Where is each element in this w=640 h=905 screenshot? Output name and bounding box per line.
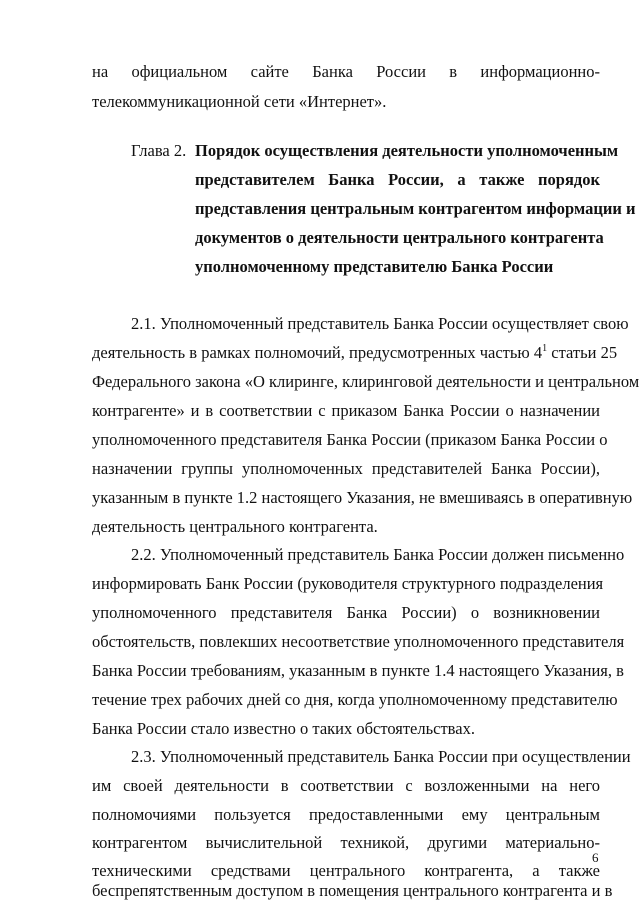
section-2-2-line-4: обстоятельств, повлекших несоответствие уполномоченного представителя bbox=[92, 632, 625, 651]
section-2-1-line-2-before: деятельность в рамках полномочий, предусмотренных частью 4 bbox=[92, 343, 543, 362]
section-2-3-line-1: 2.3. Уполномоченный представитель Банка России при осуществлении bbox=[131, 747, 631, 766]
chapter-prefix: Глава 2. bbox=[131, 141, 187, 160]
intro-line-1: на официальном сайте Банка России в информационно- bbox=[92, 62, 600, 81]
section-2-1-superscript: 1 bbox=[542, 343, 548, 354]
section-2-3-line-4: контрагентом вычислительной техникой, другими материально- bbox=[92, 833, 600, 852]
section-2-1-line-2 bbox=[92, 339, 618, 367]
section-2-3-line-5: техническими средствами центрального контрагента, а также bbox=[92, 861, 600, 880]
section-2-1-line-4: контрагенте» и в соответствии с приказом Банка России о назначении bbox=[92, 401, 600, 420]
section-2-2-line-5: Банка России требованиям, указанным в пункте 1.4 настоящего Указания, в bbox=[92, 661, 624, 680]
section-2-3-line-6: беспрепятственным доступом в помещения центрального контрагента и в bbox=[92, 881, 613, 900]
section-2-3-line-3: полномочиями пользуется предоставленными ему центральным bbox=[92, 805, 600, 824]
section-2-1-line-1: 2.1. Уполномоченный представитель Банка России осуществляет свою bbox=[131, 314, 629, 333]
section-2-2-line-6: течение трех рабочих дней со дня, когда уполномоченному представителю bbox=[92, 690, 618, 709]
section-2-2-line-1: 2.2. Уполномоченный представитель Банка России должен письменно bbox=[131, 545, 625, 564]
section-2-2-line-2: информировать Банк России (руководителя структурного подразделения bbox=[92, 574, 604, 593]
chapter-title-line-1: Порядок осуществления деятельности уполномоченным bbox=[195, 141, 619, 160]
section-2-1-line-7: указанным в пункте 1.2 настоящего Указания, не вмешиваясь в оперативную bbox=[92, 488, 633, 507]
section-2-2-line-7: Банка России стало известно о таких обстоятельствах. bbox=[92, 719, 475, 738]
chapter-title-line-4: документов о деятельности центрального контрагента bbox=[195, 228, 604, 247]
page-number: 6 bbox=[592, 850, 599, 865]
section-2-3-line-2: им своей деятельности в соответствии с возложенными на него bbox=[92, 776, 600, 795]
chapter-title-line-2: представителем Банка России, а также порядок bbox=[195, 170, 600, 189]
chapter-title-line-5: уполномоченному представителю Банка России bbox=[195, 257, 554, 276]
section-2-1-line-3: Федерального закона «О клиринге, клиринговой деятельности и центральном bbox=[92, 372, 640, 391]
section-2-1-line-8: деятельность центрального контрагента. bbox=[92, 517, 378, 536]
section-2-1-line-6: назначении группы уполномоченных представителей Банка России), bbox=[92, 459, 600, 478]
section-2-2-line-3: уполномоченного представителя Банка России) о возникновении bbox=[92, 603, 600, 622]
section-2-1-line-5: уполномоченного представителя Банка России (приказом Банка России о bbox=[92, 430, 608, 449]
intro-line-2: телекоммуникационной сети «Интернет». bbox=[92, 92, 387, 111]
section-2-1-line-2-after: статьи 25 bbox=[547, 343, 618, 362]
chapter-title-line-3: представления центральным контрагентом информации и bbox=[195, 199, 636, 218]
